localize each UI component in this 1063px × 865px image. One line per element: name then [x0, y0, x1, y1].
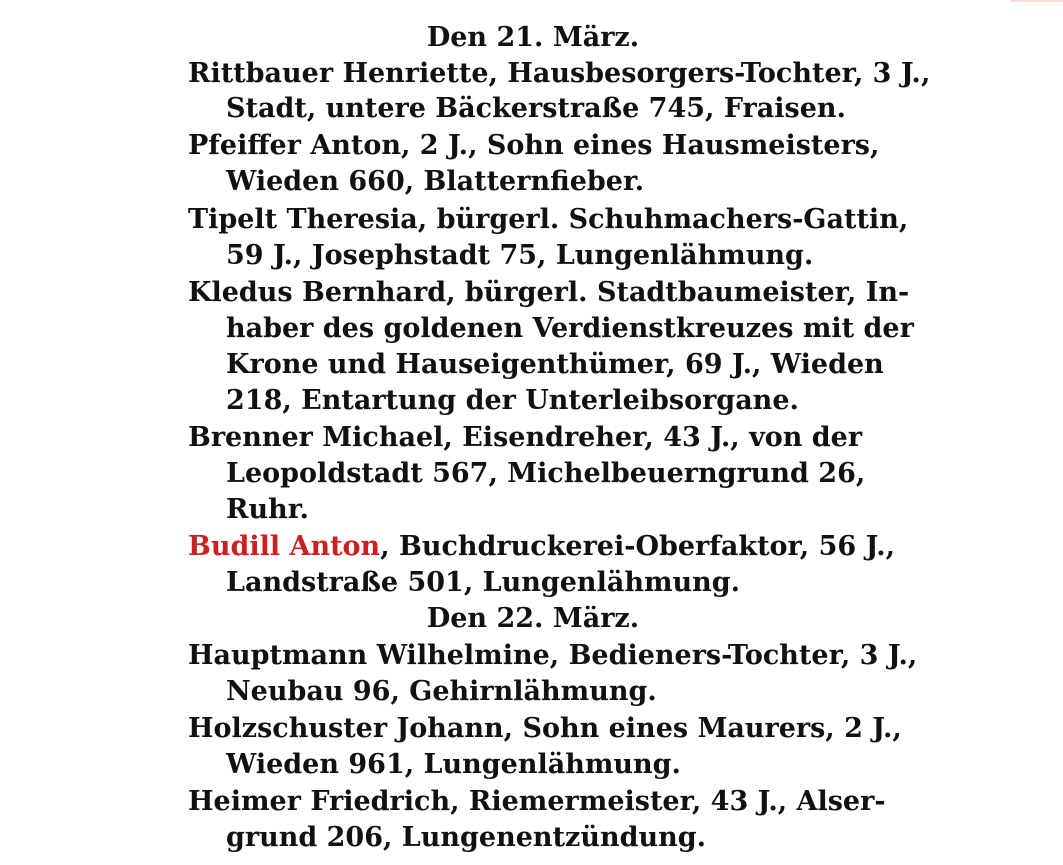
- corner-mark: [1011, 0, 1063, 2]
- entry-line: Brenner Michael, Eisendreher, 43 J., von der: [188, 422, 863, 453]
- entry-line: Wieden 660, Blatternfieber.: [226, 166, 645, 197]
- entry-line: Rittbauer Henriette, Hausbesorgers-Tochter, 3 J.,: [188, 58, 931, 89]
- entry-line: [188, 531, 895, 562]
- entry-line: Kledus Bernhard, bürgerl. Stadtbaumeister, In-: [188, 277, 910, 308]
- entry-line: Pfeiffer Anton, 2 J., Sohn eines Hausmeisters,: [188, 130, 880, 161]
- entry-line: Hauptmann Wilhelmine, Bedieners-Tochter, 3 J.,: [188, 640, 918, 671]
- date-heading-22-march: Den 22. März.: [426, 603, 640, 634]
- entry-line: Wieden 961, Lungenlähmung.: [226, 749, 681, 780]
- entry-line: Landstraße 501, Lungenlähmung.: [226, 567, 741, 598]
- entry-line: Ruhr.: [226, 494, 309, 525]
- entry-line: Heimer Friedrich, Riemermeister, 43 J., Alser-: [188, 786, 886, 817]
- entry-line: Krone und Hauseigenthümer, 69 J., Wieden: [226, 349, 884, 380]
- entry-line: haber des goldenen Verdienstkreuzes mit der: [226, 313, 914, 344]
- entry-line: Stadt, untere Bäckerstraße 745, Fraisen.: [226, 93, 846, 124]
- entry-line-rest: , Buchdruckerei-Oberfaktor, 56 J.,: [380, 531, 896, 562]
- entry-line: Neubau 96, Gehirnlähmung.: [226, 676, 657, 707]
- entry-line: grund 206, Lungenentzündung.: [226, 822, 707, 853]
- entry-line: Holzschuster Johann, Sohn eines Maurers, 2 J.,: [188, 713, 902, 744]
- entry-line: Tipelt Theresia, bürgerl. Schuhmachers-Gattin,: [188, 204, 909, 235]
- date-heading-21-march: Den 21. März.: [426, 22, 640, 53]
- entry-line: 218, Entartung der Unterleibsorgane.: [226, 385, 799, 416]
- entry-line: Leopoldstadt 567, Michelbeuerngrund 26,: [226, 458, 866, 489]
- highlighted-name: Budill Anton: [188, 531, 381, 562]
- entry-line: 59 J., Josephstadt 75, Lungenlähmung.: [226, 240, 814, 271]
